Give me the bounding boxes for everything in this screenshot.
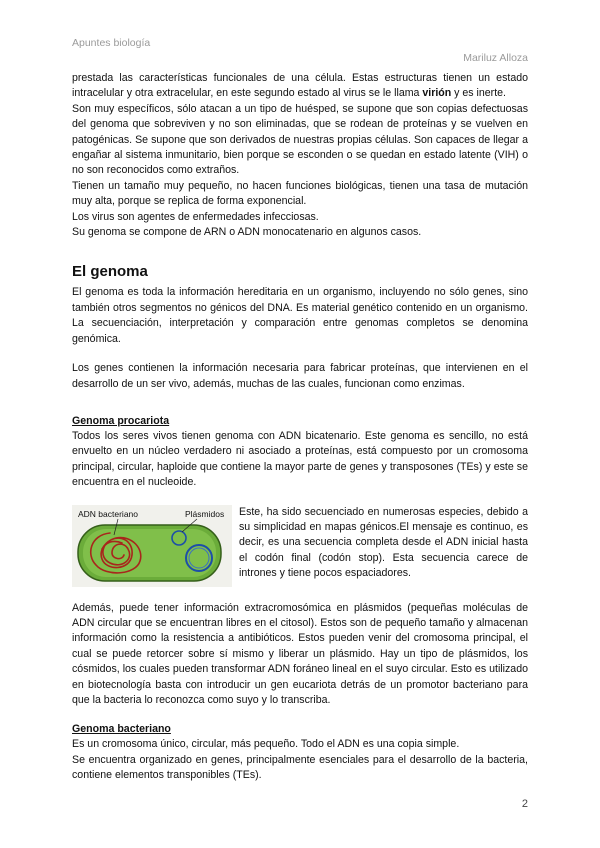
procariota-paragraph-2: Este, ha sido secuenciado en numerosas especies, debido a su simplicidad en mapas génicos.El mensaje es continuo, es decir, es una secuencia completa desde el ADN inicial hasta el codón final (codón stop). Esta secuencia carece de intrones y tiene pocos espaciadores.	[239, 505, 528, 580]
genoma-paragraph-1: El genoma es toda la información hereditaria en un organismo, incluyendo no sólo genes, sino también otros segmentos no génicos del DNA. Es material genético contenido en un organismo. La secuenciación, interpretación y comparación entre genomas completos se denomina genómica.	[72, 286, 528, 345]
virion-term: virión	[422, 87, 452, 100]
bacteriano-paragraph-2: Se encuentra organizado en genes, principalmente esenciales para el desarrollo de la bacteria, contiene elementos transponibles (TEs).	[72, 753, 528, 782]
figure-label-adn: ADN bacteriano	[78, 508, 139, 519]
subsection-title-bacteriano: Genoma bacteriano	[72, 723, 171, 736]
genoma-paragraph-2: Los genes contienen la información necesaria para fabricar proteínas, que intervienen en el desarrollo de un ser vivo, además, muchas de las cuales, funcionan como enzimas.	[72, 362, 528, 390]
page-content	[72, 71, 528, 784]
bacteria-diagram	[72, 505, 232, 587]
intro-paragraph-3: Tienen un tamaño muy pequeño, no hacen funciones biológicas, tienen una tasa de mutación muy alta, porque se replica de forma exponencial.	[72, 179, 528, 208]
page-number: 2	[521, 798, 528, 810]
running-header-title: Apuntes biología	[72, 37, 151, 49]
intro-paragraph-2: Son muy específicos, sólo atacan a un tipo de huésped, se supone que son copias defectuosas del genoma que sobreviven y no son eliminadas, que se rodean de proteínas y se vuelven en patogénicas. Se supone que son derivados de nuestras propias células. Son capaces de llegar a engañar al sistema inmunitario, bien porque se esconden o se quedan en estado latente (VIH) o no son reconocidos como extraños.	[72, 102, 528, 177]
procariota-paragraph-3: Además, puede tener información extracromosómica en plásmidos (pequeñas moléculas de ADN circular que se encuentran libres en el citosol). Estos son de pequeño tamaño y almacenan información como la resistencia a antibióticos. Estos pueden venir del cromosoma principal, el cual se puede retorcer sobre sí mismo y liberar un plásmido. Hay un tipo de plásmidos, los cósmidos, los cuales pueden transformar ADN foráneo lineal en el suyo circular. Esto es utilizado en biotecnología basta con introducir un gen eucariota detrás de un promotor bacteriano para que la bacteria lo reconozca como suyo y lo transcriba.	[72, 601, 528, 706]
figure-label-plasmidos: Plásmidos	[185, 508, 225, 519]
intro-paragraph-5: Su genoma se compone de ARN o ADN monocatenario en algunos casos.	[72, 226, 422, 239]
subsection-title-procariota: Genoma procariota	[72, 414, 170, 427]
procariota-paragraph-1: Todos los seres vivos tienen genoma con ADN bicatenario. Este genoma es sencillo, no está envuelto en un núcleo verdadero ni asociado a proteínas, está compuesto por un cromosoma principal, circular, haploide que contiene la mayor parte de genes y transposones (TEs) y este se encuentra en el nucleoide.	[72, 429, 528, 489]
bacteriano-paragraph-1: Es un cromosoma único, circular, más pequeño. Todo el ADN es una copia simple.	[72, 738, 460, 751]
intro-paragraph-4: Los virus son agentes de enfermedades infecciosas.	[72, 210, 319, 223]
intro-paragraph-1: prestada las características funcionales de una célula. Estas estructuras tienen un estado intracelular y otra extracelular, en este segundo estado al virus se le llama virión y es inerte.	[72, 72, 528, 100]
section-title-genoma: El genoma	[72, 263, 148, 281]
running-header-author: Mariluz Alloza	[463, 52, 528, 64]
